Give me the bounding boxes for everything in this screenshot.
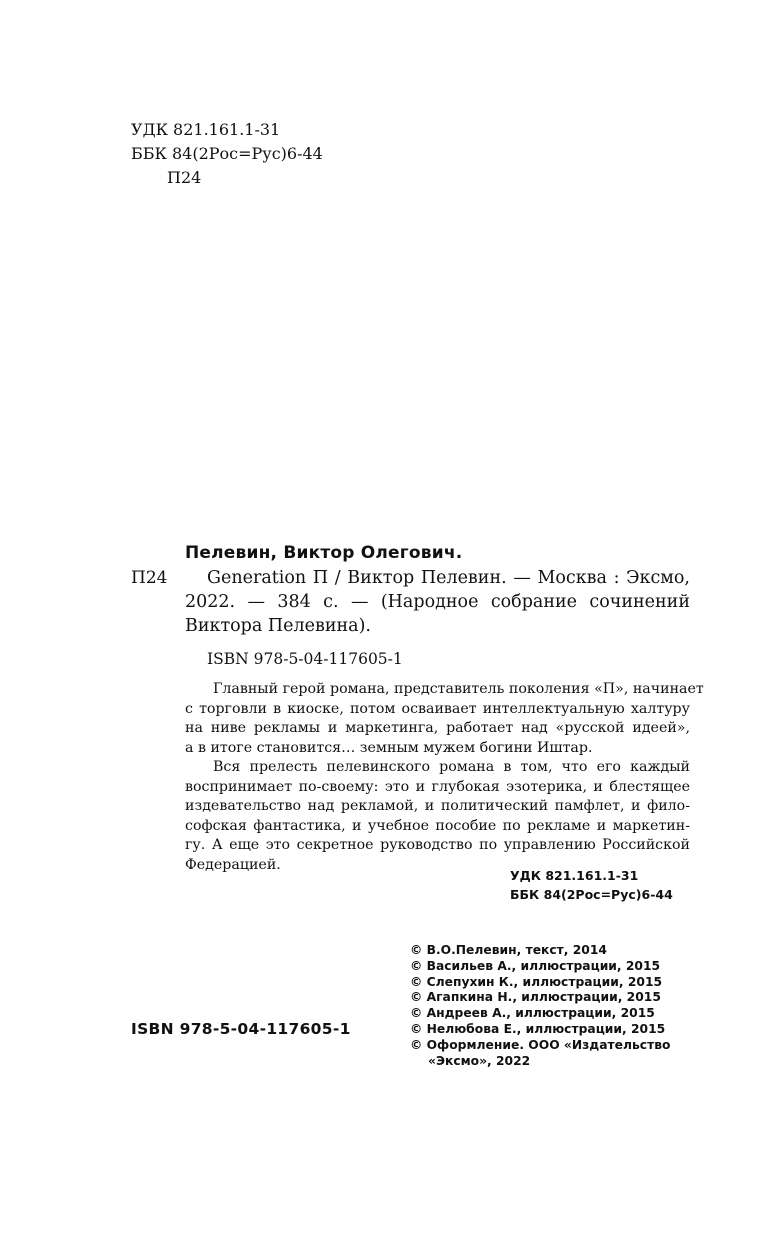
annotation-line: Вся прелесть пелевинского романа в том, что его каждый: [213, 759, 690, 775]
record-isbn: ISBN 978-5-04-117605-1: [207, 650, 403, 668]
annotation-line: Федерацией.: [185, 856, 281, 873]
annotation-line: на ниве рекламы и маркетинга, работает над «русской идеей»,: [185, 720, 690, 736]
copyright-line: © В.О.Пелевин, текст, 2014: [410, 943, 607, 957]
annotation: [185, 680, 704, 875]
author-mark: П24: [167, 168, 202, 187]
annotation-line: издевательство над рекламой, и политический памфлет, и фило-: [185, 798, 690, 814]
copyright-line: © Агапкина Н., иллюстрации, 2015: [410, 990, 661, 1005]
catalog-codes-bottom: [510, 866, 673, 904]
udk-code: УДК 821.161.1-31: [510, 868, 639, 883]
copyright-line: «Эксмо», 2022: [428, 1053, 531, 1068]
copyright-line: © Андреев А., иллюстрации, 2015: [410, 1006, 655, 1021]
annotation-line: воспринимает по-своему: это и глубокая эзотерика, и блестящее: [185, 778, 690, 795]
copyright-line: © Васильев А., иллюстрации, 2015: [410, 958, 661, 973]
catalog-codes-top: [131, 118, 323, 190]
annotation-line: с торговли в киоске, потом осваивает интеллектуальную халтуру: [185, 700, 690, 717]
record-description-line: 2022. — 384 с. — (Народное собрание сочинений: [185, 592, 690, 612]
record-author: Пелевин, Виктор Олегович.: [185, 543, 463, 563]
record-author-mark: П24: [131, 568, 168, 588]
bbk-code: ББК 84(2Рос=Рус)6-44: [131, 144, 323, 163]
annotation-line: Главный герой романа, представитель поколения «П», начинает: [213, 681, 704, 697]
annotation-line: а в итоге становится… земным мужем богини Иштар.: [185, 739, 593, 756]
annotation-line: софская фантастика, и учебное пособие по рекламе и маркетин-: [185, 817, 690, 834]
copyright-block: [410, 943, 670, 1069]
record-description-line: Generation П / Виктор Пелевин. — Москва : Эксмо,: [207, 568, 690, 588]
bbk-code: ББК 84(2Рос=Рус)6-44: [510, 887, 673, 902]
copyright-line: © Слепухин К., иллюстрации, 2015: [410, 974, 663, 989]
udk-code: УДК 821.161.1-31: [131, 120, 281, 139]
copyright-line: © Нелюбова Е., иллюстрации, 2015: [410, 1021, 666, 1036]
record-description: [185, 566, 690, 638]
copyright-line: © Оформление. ООО «Издательство: [410, 1037, 671, 1052]
annotation-line: гу. А еще это секретное руководство по управлению Российской: [185, 837, 690, 853]
isbn-main: ISBN 978-5-04-117605-1: [131, 1020, 351, 1038]
record-description-line: Виктора Пелевина).: [185, 616, 371, 636]
